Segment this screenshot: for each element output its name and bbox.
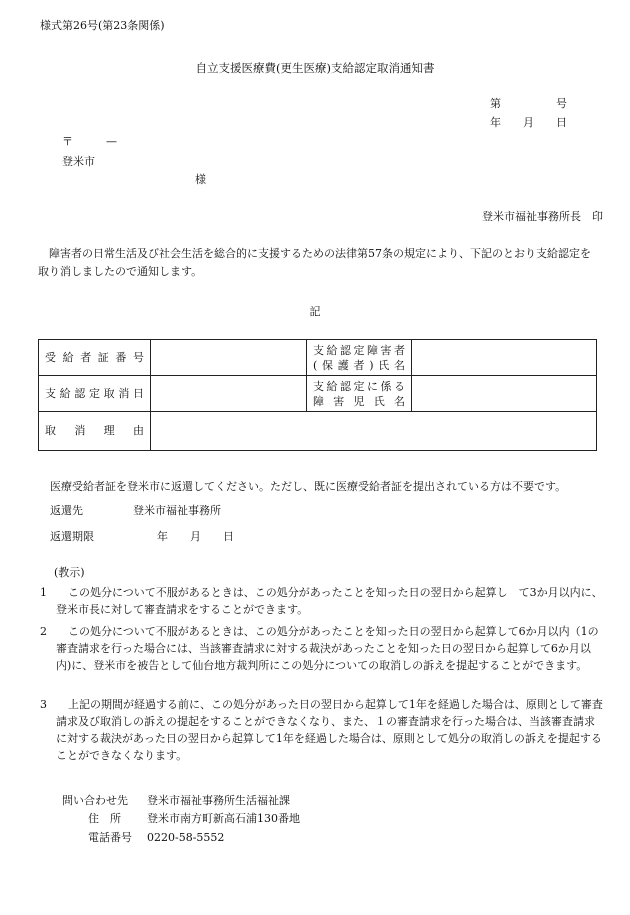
instruction-text: 上記の期間が経過する前に、この処分があった日の翌日から起算して1年を経過した場合は、原則として審査請求及び取消しの訴えの提起をすることができなくなり、また、１の審査請求を行った場合は、当該審査請求に対する裁決があった日の翌日から起算して1年を経過した場合は、原則として処分の取消しの訴えを提起することができなくなります。 — [56, 698, 603, 762]
document-title: 自立支援医療費(更生医療)支給認定取消通知書 — [195, 61, 435, 75]
table-row — [39, 376, 597, 412]
contact-address: 登米市南方町新高石浦130番地 — [147, 812, 300, 825]
issue-date: 年 月 日 — [490, 116, 567, 129]
instructions-heading: (教示) — [54, 566, 85, 579]
cert-number-label-cell — [39, 340, 151, 376]
recipient-name-label-cell — [307, 340, 412, 376]
return-deadline-label: 返還期限 — [50, 530, 94, 543]
instruction-number: 1 — [40, 586, 47, 599]
instruction-number: 3 — [40, 698, 47, 711]
reason-value — [151, 412, 597, 451]
table-row — [39, 412, 597, 451]
instruction-item — [40, 696, 605, 764]
instruction-item — [40, 623, 605, 674]
table-row — [39, 340, 597, 376]
recipient-name-label-line1: 支給認定障害者 — [313, 343, 405, 357]
issuer-signature: 登米市福祉事務所長 印 — [482, 210, 603, 223]
child-name-label-cell — [307, 376, 412, 412]
return-deadline-value: 年 月 日 — [157, 530, 234, 543]
phone-label: 電話番号 — [88, 831, 132, 844]
instruction-item — [40, 584, 605, 618]
cert-number-label: 受給者証番号 — [45, 350, 144, 364]
cancel-date-label: 支給認定取消日 — [45, 386, 144, 400]
reason-label: 取消理由 — [45, 424, 144, 438]
contact-phone: 0220-58-5552 — [147, 831, 225, 844]
recipient-name-value — [412, 340, 597, 376]
recipient-honorific: 様 — [195, 173, 206, 186]
child-name-label-line1: 支給認定に係る — [313, 379, 405, 393]
instruction-number: 2 — [40, 625, 47, 638]
contact-department: 登米市福祉事務所生活福祉課 — [147, 794, 290, 807]
cancel-date-value — [151, 376, 307, 412]
address-label: 住所 — [88, 812, 132, 825]
return-note: 医療受給者証を登米市に返還してください。ただし、既に医療受給者証を提出されている方は不要です。 — [50, 480, 567, 493]
cancel-date-label-cell — [39, 376, 151, 412]
child-name-value — [412, 376, 597, 412]
return-destination-label: 返還先 — [50, 504, 83, 517]
cert-number-value — [151, 340, 307, 376]
postal-code: 〒 — — [62, 135, 117, 148]
recipient-name-label-line2: (保護者)氏名 — [313, 358, 405, 372]
contact-label: 問い合わせ先 — [62, 794, 128, 807]
form-number: 様式第26号(第23条関係) — [40, 19, 165, 32]
return-destination-value: 登米市福祉事務所 — [133, 504, 221, 517]
reference-number: 第 号 — [490, 97, 567, 110]
certification-table — [38, 339, 597, 451]
instruction-text: この処分について不服があるときは、この処分があったことを知った日の翌日から起算し て3か月以内に、登米市長に対して審査請求をすることができます。 — [56, 586, 603, 616]
recipient-city: 登米市 — [62, 155, 95, 168]
instruction-text: この処分について不服があるときは、この処分があったことを知った日の翌日から起算して6か月以内（1の審査請求を行った場合には、当該審査請求に対する裁決があったことを知った日の翌日から起算して6か月以内)に、登米市を被告として仙台地方裁判所にこの処分についての取消しの訴えを提起することができます。 — [56, 625, 599, 672]
notice-body: 障害者の日常生活及び社会生活を総合的に支援するための法律第57条の規定により、下記のとおり支給認定を取り消しましたので通知します。 — [38, 247, 591, 278]
reason-label-cell — [39, 412, 151, 451]
ki-heading: 記 — [309, 305, 321, 318]
child-name-label-line2: 障害児氏名 — [313, 394, 405, 408]
